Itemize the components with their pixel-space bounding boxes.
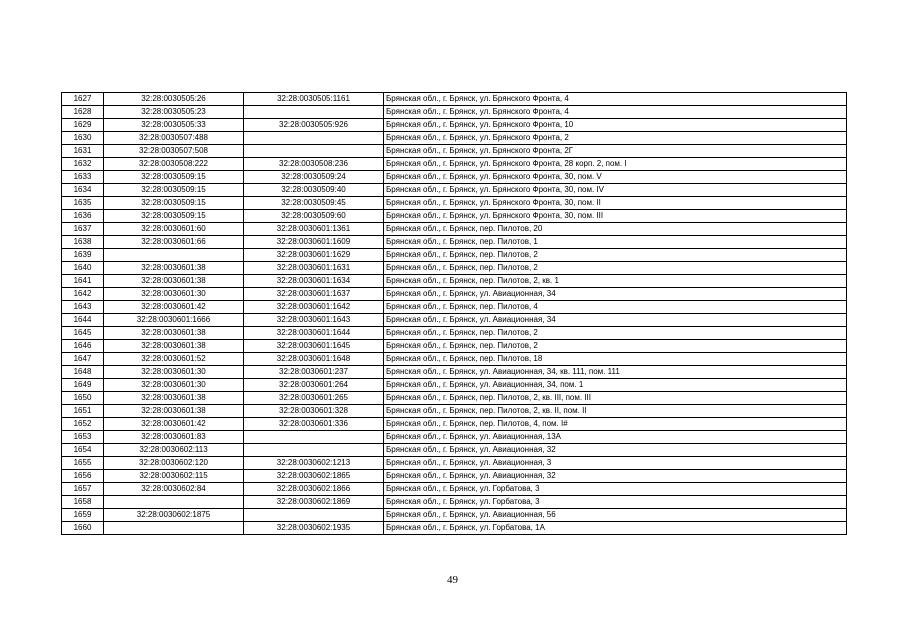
- address-cell: Брянская обл., г. Брянск, пер. Пилотов, 4, пом. I#: [384, 418, 847, 431]
- address-cell: Брянская обл., г. Брянск, ул. Авиационная, 3: [384, 457, 847, 470]
- land-cadastral-number-cell: 32:28:0030509:15: [104, 184, 244, 197]
- object-cadastral-number-cell: 32:28:0030601:1637: [244, 288, 384, 301]
- row-number-cell: 1646: [62, 340, 104, 353]
- address-cell: Брянская обл., г. Брянск, ул. Брянского Фронта, 30, пом. IV: [384, 184, 847, 197]
- land-cadastral-number-cell: 32:28:0030601:30: [104, 288, 244, 301]
- address-cell: Брянская обл., г. Брянск, ул. Авиационная, 32: [384, 444, 847, 457]
- object-cadastral-number-cell: 32:28:0030601:336: [244, 418, 384, 431]
- table-row: [62, 327, 847, 340]
- land-cadastral-number-cell: 32:28:0030601:38: [104, 327, 244, 340]
- object-cadastral-number-cell: 32:28:0030505:926: [244, 119, 384, 132]
- object-cadastral-number-cell: 32:28:0030601:1644: [244, 327, 384, 340]
- table-row: [62, 197, 847, 210]
- registry-table: [61, 92, 847, 535]
- row-number-cell: 1651: [62, 405, 104, 418]
- object-cadastral-number-cell: [244, 509, 384, 522]
- table-row: [62, 210, 847, 223]
- row-number-cell: 1655: [62, 457, 104, 470]
- table-row: [62, 444, 847, 457]
- table-row: [62, 262, 847, 275]
- land-cadastral-number-cell: 32:28:0030602:115: [104, 470, 244, 483]
- address-cell: Брянская обл., г. Брянск, ул. Брянского Фронта, 2: [384, 132, 847, 145]
- address-cell: Брянская обл., г. Брянск, ул. Авиационная, 34, пом. 1: [384, 379, 847, 392]
- object-cadastral-number-cell: 32:28:0030601:1361: [244, 223, 384, 236]
- address-cell: Брянская обл., г. Брянск, ул. Авиационная, 34: [384, 288, 847, 301]
- address-cell: Брянская обл., г. Брянск, ул. Горбатова, 1А: [384, 522, 847, 535]
- object-cadastral-number-cell: 32:28:0030601:264: [244, 379, 384, 392]
- land-cadastral-number-cell: 32:28:0030601:30: [104, 366, 244, 379]
- object-cadastral-number-cell: 32:28:0030601:1642: [244, 301, 384, 314]
- row-number-cell: 1642: [62, 288, 104, 301]
- row-number-cell: 1627: [62, 93, 104, 106]
- table-row: [62, 106, 847, 119]
- address-cell: Брянская обл., г. Брянск, ул. Брянского Фронта, 10: [384, 119, 847, 132]
- object-cadastral-number-cell: [244, 444, 384, 457]
- page-number: 49: [447, 574, 458, 586]
- object-cadastral-number-cell: [244, 132, 384, 145]
- object-cadastral-number-cell: 32:28:0030601:237: [244, 366, 384, 379]
- land-cadastral-number-cell: 32:28:0030505:26: [104, 93, 244, 106]
- address-cell: Брянская обл., г. Брянск, ул. Брянского Фронта, 2Г: [384, 145, 847, 158]
- table-row: [62, 353, 847, 366]
- address-cell: Брянская обл., г. Брянск, пер. Пилотов, 2: [384, 262, 847, 275]
- address-cell: Брянская обл., г. Брянск, ул. Брянского Фронта, 28 корп. 2, пом. I: [384, 158, 847, 171]
- object-cadastral-number-cell: 32:28:0030509:24: [244, 171, 384, 184]
- table-row: [62, 132, 847, 145]
- table-row: [62, 418, 847, 431]
- row-number-cell: 1660: [62, 522, 104, 535]
- object-cadastral-number-cell: 32:28:0030505:1161: [244, 93, 384, 106]
- object-cadastral-number-cell: [244, 145, 384, 158]
- row-number-cell: 1630: [62, 132, 104, 145]
- land-cadastral-number-cell: 32:28:0030601:1666: [104, 314, 244, 327]
- table-row: [62, 457, 847, 470]
- table-row: [62, 366, 847, 379]
- object-cadastral-number-cell: 32:28:0030602:1213: [244, 457, 384, 470]
- row-number-cell: 1628: [62, 106, 104, 119]
- address-cell: Брянская обл., г. Брянск, пер. Пилотов, 2, кв. 1: [384, 275, 847, 288]
- row-number-cell: 1648: [62, 366, 104, 379]
- land-cadastral-number-cell: 32:28:0030601:42: [104, 301, 244, 314]
- table-row: [62, 288, 847, 301]
- address-cell: Брянская обл., г. Брянск, пер. Пилотов, 2: [384, 340, 847, 353]
- land-cadastral-number-cell: 32:28:0030601:38: [104, 340, 244, 353]
- address-cell: Брянская обл., г. Брянск, ул. Авиационная, 34: [384, 314, 847, 327]
- row-number-cell: 1659: [62, 509, 104, 522]
- row-number-cell: 1636: [62, 210, 104, 223]
- land-cadastral-number-cell: 32:28:0030601:38: [104, 275, 244, 288]
- land-cadastral-number-cell: 32:28:0030508:222: [104, 158, 244, 171]
- row-number-cell: 1641: [62, 275, 104, 288]
- row-number-cell: 1637: [62, 223, 104, 236]
- address-cell: Брянская обл., г. Брянск, ул. Авиационная, 13А: [384, 431, 847, 444]
- object-cadastral-number-cell: 32:28:0030601:1631: [244, 262, 384, 275]
- land-cadastral-number-cell: [104, 249, 244, 262]
- row-number-cell: 1632: [62, 158, 104, 171]
- address-cell: Брянская обл., г. Брянск, ул. Брянского Фронта, 30, пом. III: [384, 210, 847, 223]
- land-cadastral-number-cell: 32:28:0030509:15: [104, 197, 244, 210]
- table-row: [62, 470, 847, 483]
- object-cadastral-number-cell: [244, 106, 384, 119]
- land-cadastral-number-cell: 32:28:0030602:84: [104, 483, 244, 496]
- object-cadastral-number-cell: 32:28:0030509:45: [244, 197, 384, 210]
- land-cadastral-number-cell: 32:28:0030602:113: [104, 444, 244, 457]
- object-cadastral-number-cell: 32:28:0030601:1629: [244, 249, 384, 262]
- table-row: [62, 236, 847, 249]
- address-cell: Брянская обл., г. Брянск, пер. Пилотов, 2: [384, 249, 847, 262]
- address-cell: Брянская обл., г. Брянск, ул. Авиационная, 32: [384, 470, 847, 483]
- table-row: [62, 509, 847, 522]
- land-cadastral-number-cell: 32:28:0030601:42: [104, 418, 244, 431]
- address-cell: Брянская обл., г. Брянск, ул. Авиационная, 56: [384, 509, 847, 522]
- row-number-cell: 1638: [62, 236, 104, 249]
- table-row: [62, 392, 847, 405]
- table-row: [62, 119, 847, 132]
- table-row: [62, 171, 847, 184]
- row-number-cell: 1652: [62, 418, 104, 431]
- address-cell: Брянская обл., г. Брянск, пер. Пилотов, 2: [384, 327, 847, 340]
- object-cadastral-number-cell: 32:28:0030602:1869: [244, 496, 384, 509]
- address-cell: Брянская обл., г. Брянск, ул. Брянского Фронта, 30, пом. II: [384, 197, 847, 210]
- address-cell: Брянская обл., г. Брянск, пер. Пилотов, 2, кв. III, пом. III: [384, 392, 847, 405]
- land-cadastral-number-cell: [104, 522, 244, 535]
- land-cadastral-number-cell: 32:28:0030509:15: [104, 171, 244, 184]
- land-cadastral-number-cell: [104, 496, 244, 509]
- address-cell: Брянская обл., г. Брянск, пер. Пилотов, 2, кв. II, пом. II: [384, 405, 847, 418]
- table-row: [62, 158, 847, 171]
- row-number-cell: 1629: [62, 119, 104, 132]
- address-cell: Брянская обл., г. Брянск, пер. Пилотов, 4: [384, 301, 847, 314]
- address-cell: Брянская обл., г. Брянск, ул. Авиационная, 34, кв. 111, пом. 111: [384, 366, 847, 379]
- table-row: [62, 223, 847, 236]
- table-row: [62, 496, 847, 509]
- table-row: [62, 314, 847, 327]
- table-row: [62, 184, 847, 197]
- land-cadastral-number-cell: 32:28:0030601:60: [104, 223, 244, 236]
- table-row: [62, 483, 847, 496]
- table-row: [62, 522, 847, 535]
- row-number-cell: 1643: [62, 301, 104, 314]
- object-cadastral-number-cell: 32:28:0030601:265: [244, 392, 384, 405]
- object-cadastral-number-cell: 32:28:0030602:1865: [244, 470, 384, 483]
- table-row: [62, 301, 847, 314]
- row-number-cell: 1639: [62, 249, 104, 262]
- table-row: [62, 340, 847, 353]
- object-cadastral-number-cell: 32:28:0030601:328: [244, 405, 384, 418]
- table-row: [62, 379, 847, 392]
- table-row: [62, 405, 847, 418]
- land-cadastral-number-cell: 32:28:0030507:508: [104, 145, 244, 158]
- address-cell: Брянская обл., г. Брянск, пер. Пилотов, 18: [384, 353, 847, 366]
- row-number-cell: 1657: [62, 483, 104, 496]
- row-number-cell: 1649: [62, 379, 104, 392]
- row-number-cell: 1633: [62, 171, 104, 184]
- row-number-cell: 1653: [62, 431, 104, 444]
- row-number-cell: 1654: [62, 444, 104, 457]
- land-cadastral-number-cell: 32:28:0030601:38: [104, 262, 244, 275]
- row-number-cell: 1656: [62, 470, 104, 483]
- land-cadastral-number-cell: 32:28:0030601:30: [104, 379, 244, 392]
- land-cadastral-number-cell: 32:28:0030602:120: [104, 457, 244, 470]
- object-cadastral-number-cell: 32:28:0030509:60: [244, 210, 384, 223]
- table-row: [62, 275, 847, 288]
- row-number-cell: 1650: [62, 392, 104, 405]
- address-cell: Брянская обл., г. Брянск, ул. Брянского Фронта, 4: [384, 106, 847, 119]
- row-number-cell: 1634: [62, 184, 104, 197]
- object-cadastral-number-cell: 32:28:0030601:1643: [244, 314, 384, 327]
- address-cell: Брянская обл., г. Брянск, ул. Брянского Фронта, 4: [384, 93, 847, 106]
- object-cadastral-number-cell: 32:28:0030601:1634: [244, 275, 384, 288]
- land-cadastral-number-cell: 32:28:0030601:83: [104, 431, 244, 444]
- land-cadastral-number-cell: 32:28:0030505:33: [104, 119, 244, 132]
- table-row: [62, 431, 847, 444]
- row-number-cell: 1645: [62, 327, 104, 340]
- object-cadastral-number-cell: 32:28:0030601:1645: [244, 340, 384, 353]
- land-cadastral-number-cell: 32:28:0030601:38: [104, 392, 244, 405]
- address-cell: Брянская обл., г. Брянск, ул. Горбатова, 3: [384, 483, 847, 496]
- object-cadastral-number-cell: 32:28:0030601:1609: [244, 236, 384, 249]
- object-cadastral-number-cell: 32:28:0030602:1866: [244, 483, 384, 496]
- table-row: [62, 249, 847, 262]
- object-cadastral-number-cell: 32:28:0030601:1648: [244, 353, 384, 366]
- address-cell: Брянская обл., г. Брянск, пер. Пилотов, 20: [384, 223, 847, 236]
- row-number-cell: 1640: [62, 262, 104, 275]
- land-cadastral-number-cell: 32:28:0030601:38: [104, 405, 244, 418]
- land-cadastral-number-cell: 32:28:0030601:66: [104, 236, 244, 249]
- address-cell: Брянская обл., г. Брянск, ул. Горбатова, 3: [384, 496, 847, 509]
- row-number-cell: 1635: [62, 197, 104, 210]
- row-number-cell: 1658: [62, 496, 104, 509]
- land-cadastral-number-cell: 32:28:0030509:15: [104, 210, 244, 223]
- object-cadastral-number-cell: 32:28:0030509:40: [244, 184, 384, 197]
- address-cell: Брянская обл., г. Брянск, пер. Пилотов, 1: [384, 236, 847, 249]
- object-cadastral-number-cell: 32:28:0030508:236: [244, 158, 384, 171]
- row-number-cell: 1647: [62, 353, 104, 366]
- table-row: [62, 145, 847, 158]
- land-cadastral-number-cell: 32:28:0030602:1875: [104, 509, 244, 522]
- address-cell: Брянская обл., г. Брянск, ул. Брянского Фронта, 30, пом. V: [384, 171, 847, 184]
- land-cadastral-number-cell: 32:28:0030507:488: [104, 132, 244, 145]
- registry-table-body: [62, 93, 847, 535]
- land-cadastral-number-cell: 32:28:0030505:23: [104, 106, 244, 119]
- table-row: [62, 93, 847, 106]
- land-cadastral-number-cell: 32:28:0030601:52: [104, 353, 244, 366]
- row-number-cell: 1631: [62, 145, 104, 158]
- object-cadastral-number-cell: [244, 431, 384, 444]
- row-number-cell: 1644: [62, 314, 104, 327]
- object-cadastral-number-cell: 32:28:0030602:1935: [244, 522, 384, 535]
